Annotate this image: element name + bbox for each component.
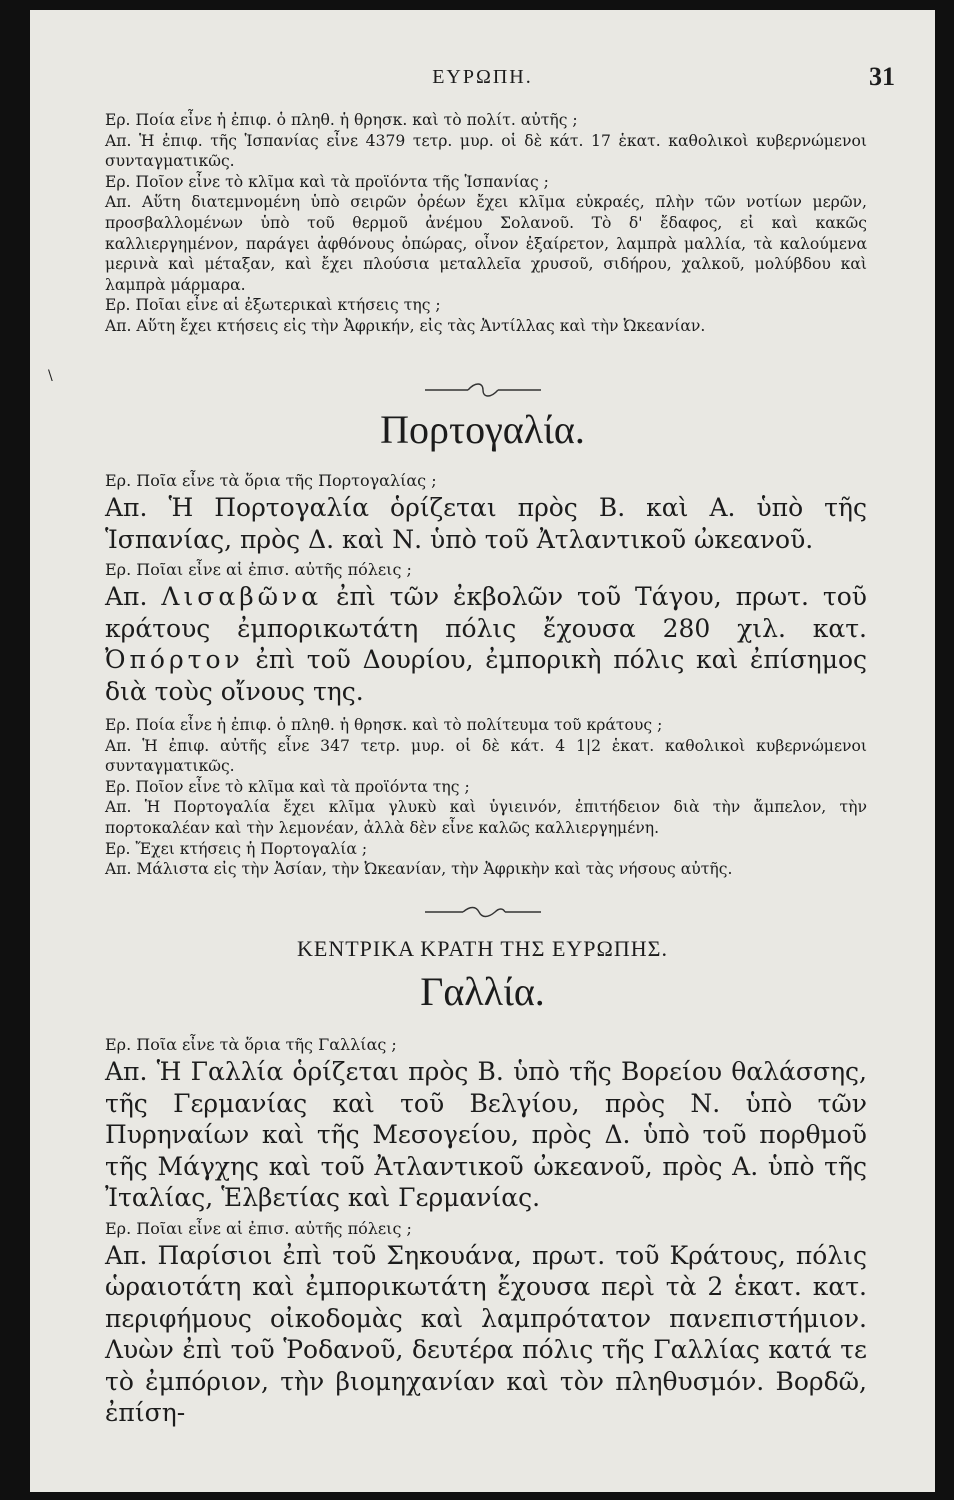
running-head: ΕΥΡΩΠΗ. bbox=[432, 66, 533, 88]
portugal-answer-3: Απ. Ἡ ἐπιφ. αὐτῆς εἶνε 347 τετρ. μυρ. οἱ δὲ κάτ. 4 1|2 ἑκατ. καθολικοὶ κυβερνώμενοι συνταγματικῶς. bbox=[105, 736, 867, 776]
france-title: Γαλλία. bbox=[420, 969, 545, 1014]
portugal-question-5: Ερ. Ἔχει κτήσεις ἡ Πορτογαλία ; bbox=[105, 839, 368, 858]
spain-question-2: Ερ. Ποῖον εἶνε τὸ κλῖμα καὶ τὰ προϊόντα τῆς Ἱσπανίας ; bbox=[105, 172, 549, 191]
france-question-2: Ερ. Ποῖαι εἶνε αἱ ἐπισ. αὐτῆς πόλεις ; bbox=[105, 1218, 412, 1238]
lisbon-description: ἐπὶ τῶν ἐκβολῶν τοῦ Τάγου, πρωτ. τοῦ κράτους ἐμπορικωτάτη πόλις ἔχουσα 280 χιλ. κατ. bbox=[105, 582, 867, 643]
central-states-heading: ΚΕΝΤΡΙΚΑ ΚΡΑΤΗ ΤΗΣ ΕΥΡΩΠΗΣ. bbox=[297, 936, 668, 961]
margin-mark: \ bbox=[48, 368, 53, 384]
page-header bbox=[30, 62, 935, 102]
porto-description: ἐπὶ τοῦ Δουρίου, ἐμπορικὴ πόλις καὶ ἐπίσημος διὰ τοὺς οἴνους της. bbox=[105, 645, 868, 706]
portugal-question-2: Ερ. Ποῖαι εἶνε αἱ ἐπισ. αὐτῆς πόλεις ; bbox=[105, 560, 412, 579]
portugal-question-3: Ερ. Ποία εἶνε ἡ ἐπιφ. ὁ πληθ. ἡ θρησκ. καὶ τὸ πολίτευμα τοῦ κράτους ; bbox=[105, 716, 663, 734]
ornament-divider-1 bbox=[30, 380, 935, 400]
portugal-question-4: Ερ. Ποῖον εἶνε τὸ κλῖμα καὶ τὰ προϊόντα της ; bbox=[105, 777, 470, 796]
spain-question-3: Ερ. Ποῖαι εἶνε αἱ ἐξωτερικαὶ κτήσεις της ; bbox=[105, 296, 441, 315]
ornament-divider-2 bbox=[30, 902, 935, 922]
portugal-title: Πορτογαλία. bbox=[380, 407, 585, 452]
city-lisbon: Λισαβῶνα bbox=[161, 582, 323, 611]
portugal-answer-1: Απ. Ἡ Πορτογαλία ὁρίζεται πρὸς Β. καὶ Α. ὑπὸ τῆς Ἱσπανίας, πρὸς Δ. καὶ Ν. ὑπὸ τοῦ Ἀτλαντικοῦ ὠκεανοῦ. bbox=[105, 493, 867, 554]
page-number: 31 bbox=[869, 62, 895, 91]
answer-prefix: Απ. bbox=[105, 582, 148, 611]
spain-answer-1: Απ. Ἡ ἐπιφ. τῆς Ἱσπανίας εἶνε 4379 τετρ. μυρ. οἱ δὲ κάτ. 17 ἑκατ. καθολικοὶ κυβερνώμενοι συνταγματικῶς. bbox=[105, 131, 867, 171]
book-page bbox=[30, 10, 935, 1492]
spain-answer-3: Απ. Αὕτη ἔχει κτήσεις εἰς τὴν Ἀφρικήν, εἰς τὰς Ἀντίλλας καὶ τὴν Ὠκεανίαν. bbox=[105, 316, 706, 335]
city-porto: Ὀπόρτον bbox=[105, 645, 244, 674]
france-answer-1: Απ. Ἡ Γαλλία ὁρίζεται πρὸς Β. ὑπὸ τῆς Βορείου θαλάσσης, τῆς Γερμανίας καὶ τοῦ Βελγίου, πρὸς Ν. ὑπὸ τῶν Πυρηναίων καὶ τῆς Μεσογείου, πρὸς Δ. ὑπὸ τοῦ πορθμοῦ τῆς Μάγχης καὶ τοῦ Ἀτλαντικοῦ ὠκεανοῦ, πρὸς Α. ὑπὸ τῆς Ἰταλίας, Ἑλβετίας καὶ Γερμανίας. bbox=[105, 1057, 867, 1212]
portugal-answer-2 bbox=[105, 581, 867, 707]
france-question-1: Ερ. Ποῖα εἶνε τὰ ὅρια τῆς Γαλλίας ; bbox=[105, 1035, 397, 1054]
portugal-answer-5: Απ. Μάλιστα εἰς τὴν Ἀσίαν, τὴν Ὠκεανίαν, τὴν Ἀφρικὴν καὶ τὰς νήσους αὐτῆς. bbox=[105, 860, 733, 879]
spain-answer-2: Απ. Αὕτη διατεμνομένη ὑπὸ σειρῶν ὀρέων ἔχει κλῖμα εὐκραές, πλὴν τῶν νοτίων μερῶν, προσβαλλομένων ὑπὸ τοῦ θερμοῦ ἀνέμου Σολανοῦ. Τὸ δ' ἔδαφος, εἰ καὶ κακῶς καλλιεργημένον, παράγει ἀφθόνους ὀπώρας, οἶνον ἐξαίρετον, λαμπρὰ μαλλία, τὰ καλούμενα μερινὰ καὶ μέταξαν, καὶ ἔχει πλούσια μεταλλεῖα χρυσοῦ, σιδήρου, χαλκοῦ, μολύβδου καὶ λαμπρὰ μάρμαρα. bbox=[105, 193, 867, 294]
spain-question-1: Ερ. Ποία εἶνε ἡ ἐπιφ. ὁ πληθ. ἡ θρησκ. καὶ τὸ πολίτ. αὐτῆς ; bbox=[105, 111, 578, 129]
portugal-section bbox=[105, 470, 867, 880]
france-answer-2: Απ. Παρίσιοι ἐπὶ τοῦ Σηκουάνα, πρωτ. τοῦ Κράτους, πόλις ὡραιοτάτη καὶ ἐμπορικωτάτη ἔχουσα περὶ τὰ 2 ἑκατ. κατ. περιφήμους οἰκοδομὰς καὶ λαμπρότατον πανεπιστήμιον. Λυὼν ἐπὶ τοῦ Ῥοδανοῦ, δευτέρα πόλις τῆς Γαλλίας κατά τε τὸ ἐμπόριον, τὴν βιομηχανίαν καὶ τὸν πληθυσμόν. Βορδῶ, ἐπίση- bbox=[105, 1240, 867, 1427]
portugal-question-1: Ερ. Ποῖα εἶνε τὰ ὅρια τῆς Πορτογαλίας ; bbox=[105, 471, 437, 490]
portugal-answer-4: Απ. Ἡ Πορτογαλία ἔχει κλῖμα γλυκὺ καὶ ὑγιεινόν, ἐπιτήδειον διὰ τὴν ἄμπελον, τὴν πορτοκαλέαν καὶ τὴν λεμονέαν, ἀλλὰ δὲν εἶνε καλῶς καλλιεργημένη. bbox=[105, 798, 867, 837]
spain-continuation bbox=[105, 110, 867, 337]
france-section bbox=[105, 1034, 867, 1429]
